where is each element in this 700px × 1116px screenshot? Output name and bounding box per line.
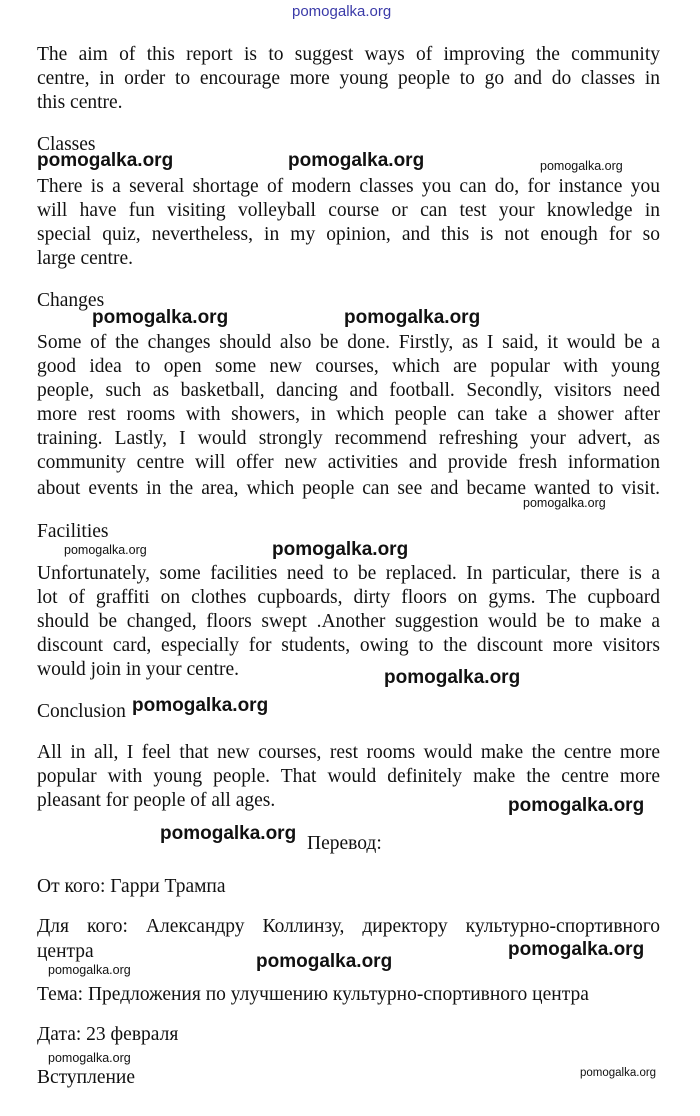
watermark: pomogalka.org xyxy=(540,159,623,173)
conclusion-line: All in all, I feel that new courses, rest rooms would make the centre more xyxy=(37,742,660,763)
section-heading-changes: Changes xyxy=(37,290,105,311)
facilities-line: should be changed, floors swept .Another suggestion would be to make a xyxy=(37,611,660,632)
watermark: pomogalka.org xyxy=(160,823,297,844)
classes-line: large centre. xyxy=(37,248,133,269)
classes-line: There is a several shortage of modern classes you can do, for instance you xyxy=(37,176,660,197)
changes-line: people, such as basketball, dancing and football. Secondly, visitors need xyxy=(37,380,660,401)
section-heading-classes: Classes xyxy=(37,134,96,155)
facilities-line: would join in your centre. xyxy=(37,659,239,680)
memo-from: От кого: Гарри Трампа xyxy=(37,876,226,897)
watermark: pomogalka.org xyxy=(48,963,131,977)
memo-intro-heading: Вступление xyxy=(37,1067,136,1088)
intro-line: centre, in order to encourage more young people to go and do classes in xyxy=(37,68,660,89)
intro-line: this centre. xyxy=(37,92,123,113)
classes-line: special quiz, nevertheless, in my opinion, and this is not enough for so xyxy=(37,224,660,245)
changes-line: community centre will offer new activities and provide fresh information xyxy=(37,452,660,473)
conclusion-line: pleasant for people of all ages. xyxy=(37,790,276,811)
section-heading-conclusion: Conclusion xyxy=(37,701,126,722)
facilities-line: lot of graffiti on clothes cupboards, dirty floors on gyms. The cupboard xyxy=(37,587,660,608)
watermark: pomogalka.org xyxy=(344,307,481,328)
changes-line: training. Lastly, I would strongly recommend refreshing your advert, as xyxy=(37,428,660,449)
memo-subject: Тема: Предложения по улучшению культурно-спортивного центра xyxy=(37,984,589,1005)
translation-heading: Перевод: xyxy=(307,833,382,854)
changes-line: more rest rooms with showers, in which people can take a shower after xyxy=(37,404,660,425)
section-heading-facilities: Facilities xyxy=(37,521,109,542)
watermark: pomogalka.org xyxy=(64,543,147,557)
watermark: pomogalka.org xyxy=(523,496,606,510)
conclusion-line: popular with young people. That would definitely make the centre more xyxy=(37,766,660,787)
watermark: pomogalka.org xyxy=(292,3,392,20)
memo-to: Для кого: Александру Коллинзу, директору культурно-спортивного xyxy=(37,916,660,937)
changes-line: Some of the changes should also be done. Firstly, as I said, it would be a xyxy=(37,332,660,353)
changes-line: about events in the area, which people can see and became wanted to visit. xyxy=(37,478,660,499)
watermark: pomogalka.org xyxy=(256,951,393,972)
watermark: pomogalka.org xyxy=(92,307,229,328)
watermark: pomogalka.org xyxy=(288,150,425,171)
watermark: pomogalka.org xyxy=(508,795,645,816)
memo-date: Дата: 23 февраля xyxy=(37,1024,179,1045)
watermark: pomogalka.org xyxy=(48,1051,131,1065)
watermark: pomogalka.org xyxy=(384,667,521,688)
intro-line: The aim of this report is to suggest ways of improving the community xyxy=(37,44,660,65)
changes-line: good idea to open some new courses, which are popular with young xyxy=(37,356,660,377)
watermark: pomogalka.org xyxy=(37,150,174,171)
facilities-line: discount card, especially for students, owing to the discount more visitors xyxy=(37,635,660,656)
watermark: pomogalka.org xyxy=(580,1067,657,1079)
facilities-line: Unfortunately, some facilities need to be replaced. In particular, there is a xyxy=(37,563,660,584)
watermark: pomogalka.org xyxy=(272,539,409,560)
watermark: pomogalka.org xyxy=(132,695,269,716)
watermark: pomogalka.org xyxy=(508,939,645,960)
memo-to-cont: центра xyxy=(37,941,94,962)
classes-line: will have fun visiting volleyball course or can test your knowledge in xyxy=(37,200,660,221)
